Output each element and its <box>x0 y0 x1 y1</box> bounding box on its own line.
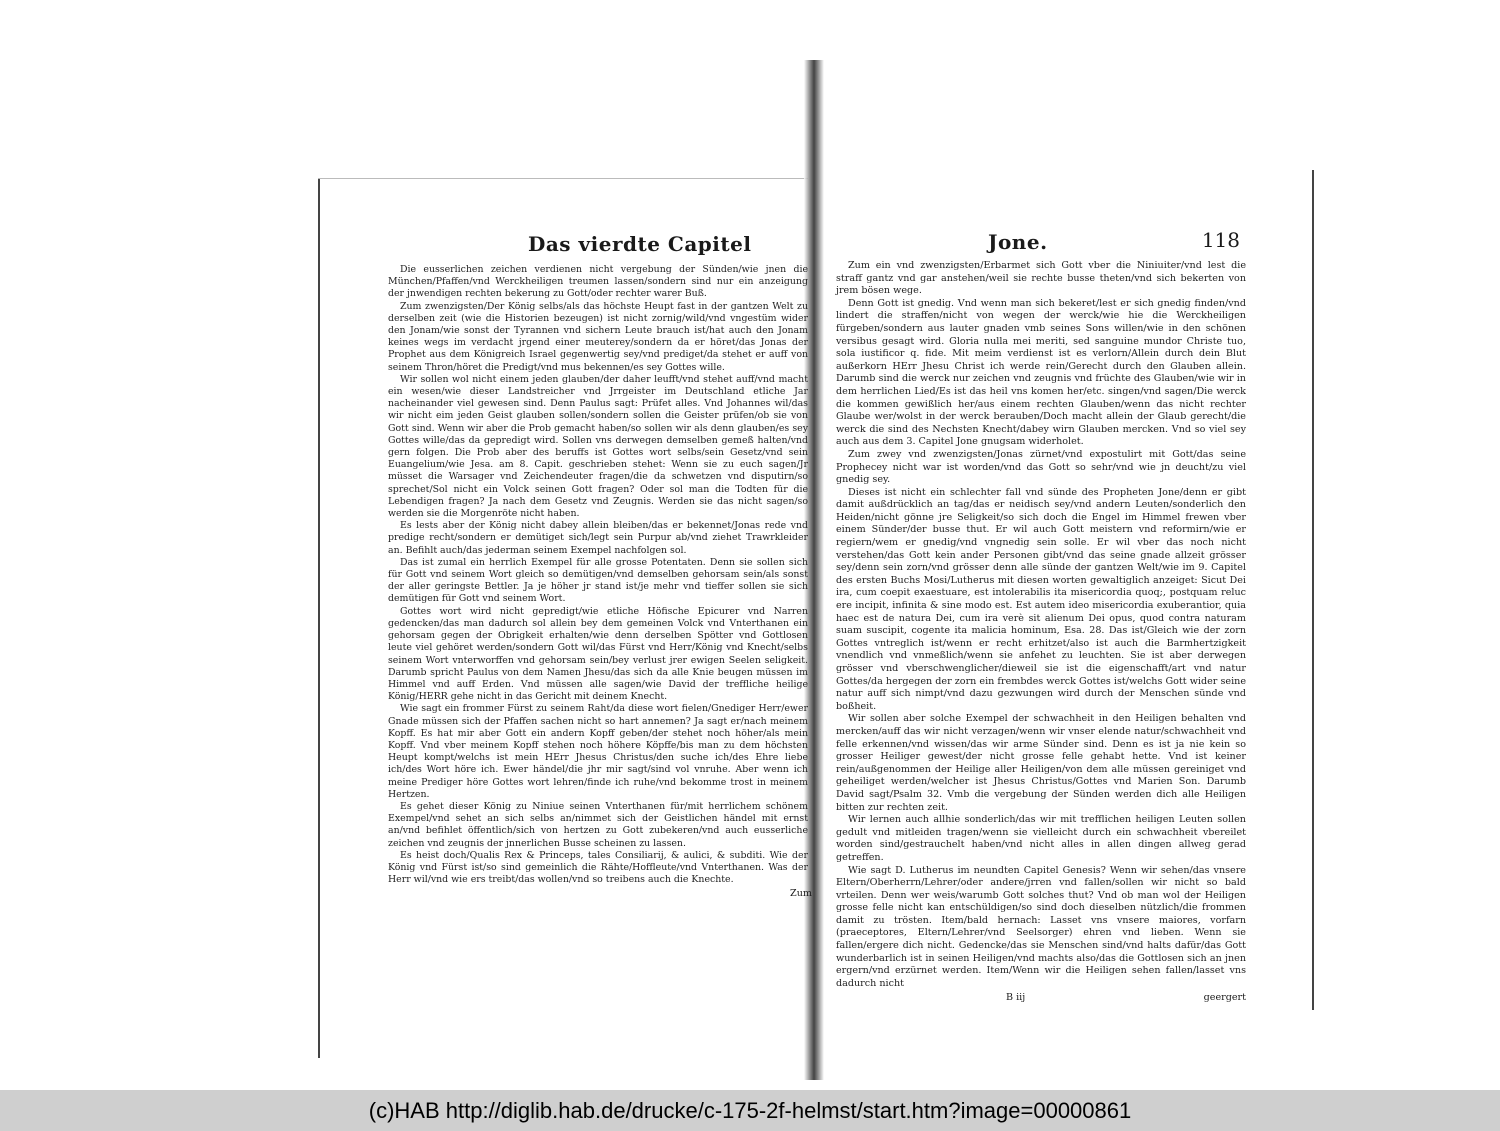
right-paragraph: Dieses ist nicht ein schlechter fall vnd sünde des Propheten Jone/denn er gibt damit außdrücklich an tag/das er neidisch sey/vnd andern Leuten/sonderlich den Heiden/nicht gönne jre Seligkeit/so sich doch die Engel im Himmel frewen vber einem Sünder/der busse thut. Er wil auch Gott meistern vnd reformirn/wie er regiern/wem er gnedig/vnd vngnedig sein solle. Er wil vber das noch nicht verstehen/das Gott kein ander Personen gibt/vnd das seine gnade allzeit grösser sey/denn sein zorn/vnd grösser denn alle sünde der gantzen Welt/wie im 9. Capitel des ersten Buchs Mosi/Lutherus mit diesen worten gewaltiglich anzeiget: Sicut Dei ira, cum coepit exaestuare, est intolerabilis ita misericordia quoq;, postquam reluc ere incipit, infinita & sine modo est. Est autem ideo misericordia exuberantior, quia haec est de natura Dei, cum ira verè sit alienum Dei opus, quod contra naturam suam suscipit, cogente ita malicia hominum, Esa. 28. Das ist/Gleich wie der zorn Gottes vntreglich ist/wenn er recht erhitzet/also ist auch die Barmhertzigkeit vnendlich vnd vnmeßlich/wenn sie anfehet zu leuchten. Sie ist aber derwegen grösser vnd vberschwenglicher/dieweil sie ist die eigenschafft/art vnd natur Gottes/da hergegen der zorn ein frembdes werck Gottes ist/welchs Gott wider seine natur auff sich nimpt/vnd dazu gezwungen wird durch der Menschen sünde vnd boßheit. <box>836 486 1246 712</box>
left-paragraph: Wir sollen wol nicht einem jeden glauben/der daher leufft/vnd stehet auff/vnd macht ein wesen/wie dieser Landstreicher vnd Jrrgeister im Deutschland etliche Jar nacheinander viel gewesen sind. Denn Paulus sagt: Prüfet alles. Vnd Johannes wil/das wir nicht eim jeden Geist glauben sollen/sondern sollen die Geister prüfen/ob sie von Gott sind. Wenn wir aber die Prob gemacht haben/so sollen wir als denn glauben/es sey Gottes wille/das da gepredigt wird. Sollen vns derwegen demselben gemeß halten/vnd gern folgen. Die Prob aber des beruffs ist Gottes wort selbs/sein Gesetz/vnd sein Euangelium/wie Jesa. am 8. Capit. geschrieben stehet: Wenn sie zu euch sagen/Jr müsset die Warsager vnd Zeichendeuter fragen/die da schwetzen vnd disputirn/so sprechet/Sol nicht ein Volck seinen Gott fragen? Oder sol man die Todten für die Lebendigen fragen? Ja nach dem Gesetz vnd Zeugnis. Werden sie das nicht sagen/so werden sie die Morgenröte nicht haben. <box>388 373 808 520</box>
attribution-text: (c)HAB http://diglib.hab.de/drucke/c-175-2f-helmst/start.htm?image=00000861 <box>368 1097 1132 1123</box>
right-page-edge <box>1312 170 1314 1010</box>
right-running-head <box>836 228 1246 260</box>
right-paragraph: Wir sollen aber solche Exempel der schwachheit in den Heiligen behalten vnd mercken/auff das wir nicht verzagen/wenn wir vnser elende natur/schwachheit vnd felle erkennen/vnd wissen/das wir arme Sünder sind. Denn es ist ja nie kein so grosser Heiliger gewest/der nicht grosse felle gehabt hette. Vnd ist keiner rein/außgenommen der Heilige aller Heiligen/von dem alle müssen gereiniget vnd geheiliget werden/welcher ist Jhesus Christus/Gottes vnd Marien Son. Darumb David sagt/Psalm 32. Vmb die vergebung der Sünden werden dich alle Heiligen bitten zur rechten zeit. <box>836 713 1246 813</box>
right-page-foot <box>836 992 1246 1006</box>
left-paragraph: Wie sagt ein frommer Fürst zu seinem Raht/da diese wort fielen/Gnediger Herr/ewer Gnade müssen sich der Pfaffen sachen nicht so hart annemen? Ja sagt er/nach meinem Kopff. Es hat mir aber Gott ein andern Kopff geben/der stehet noch höher/als mein Kopff. Vnd vber meinem Kopff stehen noch höhere Köpffe/bis man zu dem höchsten Heupt kompt/welchs ist mein HErr Jhesus Christus/den suche ich/des Ehre liebe ich/des Wort höre ich. Ewer händel/die jhr mir sagt/sind vol vnruhe. Aber wenn ich meine Prediger höre Gottes wort lehren/finde ich ruhe/vnd bekomme trost in meinem Hertzen. <box>388 703 808 800</box>
right-paragraph: Denn Gott ist gnedig. Vnd wenn man sich bekeret/lest er sich gnedig finden/vnd lindert die straffen/nicht von wegen der werck/wie hie die Werckheiligen fürgeben/sondern aus lauter gnaden vmb seines Sons willen/wie in den schönen versibus gesagt wird. Gloria nulla mei meriti, sed sanguine mundor Christe tuo, sola iustificor q. fide. Mit meim verdienst ist es verlorn/Allein durch dein Blut außerkorn HErr Jhesu Christ ich werde rein/Gerecht durch den Glauben allein. Darumb sind die werck nur zeichen vnd zeugnis vnd früchte des Glauben/wie wir in dem herrlichen Lied/Es ist das heil vns komen her/etc. singen/vnd sagen/Die werck die kommen gewißlich her/aus einem rechten Glauben/wenn das nicht rechter Glaube wer/wolst in der werck berauben/Doch macht allein der Glaub gerecht/die werck die sind des Nechsten Knecht/dabey wirn Glauben mercken. Vnd so viel sey auch aus dem 3. Capitel Jone gnugsam widerholet. <box>836 297 1246 448</box>
left-catchword: Zum <box>790 888 812 900</box>
right-paragraph: Zum zwey vnd zwenzigsten/Jonas zürnet/vnd expostulirt mit Gott/das seine Prophecey nicht war ist worden/vnd das Gott so sehr/vnd wie jn deucht/zu viel gnedig sey. <box>836 448 1246 486</box>
left-paragraph: Es heist doch/Qualis Rex & Princeps, tales Consiliarij, & aulici, & subditi. Wie der König vnd Fürst ist/so sind gemeinlich die Rähte/Hoffleute/vnd Vnterthanen. Was der Herr wil/vnd wie ers treibt/das wollen/vnd so treibens auch die Knechte. <box>388 849 808 886</box>
left-page-foot <box>388 888 812 902</box>
attribution-bar <box>0 1090 1500 1131</box>
right-running-head-title: Jone. <box>988 230 1048 254</box>
right-paragraph: Wir lernen auch allhie sonderlich/das wir mit trefflichen heiligen Leuten sollen gedult vnd mitleiden tragen/wenn sie vielleicht durch ein schwachheit vbereilet worden sind/gestrauchelt haben/vnd nicht alles in allen dingen allweg gerad getreffen. <box>836 814 1246 863</box>
left-paragraph: Zum zwenzigsten/Der König selbs/als das höchste Heupt fast in der gantzen Welt zu derselben zeit (wie die Historien bezeugen) ist nicht zornig/wild/vnd vngestüm wider den Jonam/wie sonst der Tyrannen vnd sichern Leute brauch ist/hat auch den Jonam keines wegs im verdacht jrgend einer meuterey/sondern da er höret/das Jonas der Prophet aus dem Königreich Israel gegenwertig sey/vnd prediget/da stehet er auff von seinem Thron/höret die Predigt/vnd mus bekennen/es sey Gottes wille. <box>388 300 808 373</box>
left-paragraph: Es lests aber der König nicht dabey allein bleiben/das er bekennet/Jonas rede vnd predige recht/sondern er demütiget sich/legt sein Purpur ab/vnd ziehet Trawrkleider an. Befihlt auch/das jederman seinem Exempel nachfolgen sol. <box>388 520 808 556</box>
left-paragraph: Die eusserlichen zeichen verdienen nicht vergebung der Sünden/wie jnen die München/Pfaffen/vnd Werckheiligen treumen lassen/sondern sind nur ein anzeigung der jnwendigen rechten bekerung zu Gott/oder rechter warer Buß. <box>388 264 808 300</box>
left-page-top-edge <box>318 178 808 179</box>
left-paragraph: Es gehet dieser König zu Niniue seinen Vnterthanen für/mit herrlichem schönem Exempel/vnd sehet an sich selbs an/nimmet sich der Geistlichen händel mit ernst an/vnd befihlet öffentlich/sich von hertzen zu Gott zubekeren/vnd auch eusserliche zeichen vnd zeugnis der jnnerlichen Busse scheinen zu lassen. <box>388 800 808 849</box>
right-paragraph: Zum ein vnd zwenzigsten/Erbarmet sich Gott vber die Niniuiter/vnd lest die straff gantz vnd gar anstehen/weil sie rechte busse theten/vnd sich bekerten von jrem bösen wege. <box>836 260 1246 297</box>
left-paragraph: Gottes wort wird nicht gepredigt/wie etliche Höfische Epicurer vnd Narren gedencken/das man dadurch sol allein bey dem gemeinen Volck vnd Vnterthanen ein gehorsam gegen der Obrigkeit erhalten/wie denn derselben Spötter vnd Gottlosen leute viel gehöret werden/sondern Gott wil/das Fürst vnd Herr/König vnd Knecht/selbs seinem Wort vnterworffen vnd gehorsam sein/bey verlust jrer ewigen Seelen seligkeit. Darumb spricht Paulus von dem Namen Jhesu/das sich da alle Knie beugen müssen im Himmel vnd auff Erden. Vnd müssen alle sagen/wie David der treffliche heilige König/HERR gehe nicht in das Gericht mit deinem Knecht. <box>388 605 808 703</box>
left-running-head <box>388 232 808 264</box>
left-paragraph: Das ist zumal ein herrlich Exempel für alle grosse Potentaten. Denn sie sollen sich für Gott vnd seinem Wort gleich so demütigen/vnd demselben gehorsam sein/als sonst der aller geringste Bettler. Ja je höher jr stand ist/je mehr vnd tieffer sollen sie sich demütigen für Gott vnd seinem Wort. <box>388 556 808 605</box>
right-page <box>836 228 1246 1006</box>
left-page-edge <box>318 178 320 1058</box>
left-page-text <box>388 264 808 886</box>
right-page-text <box>836 260 1246 990</box>
page-number: 118 <box>1201 228 1240 252</box>
signature-mark: B iij <box>1006 992 1026 1004</box>
left-running-head-title: Das vierdte Capitel <box>528 232 752 256</box>
right-catchword: geergert <box>1203 992 1246 1004</box>
left-page <box>388 232 812 902</box>
right-paragraph: Wie sagt D. Lutherus im neundten Capitel Genesis? Wenn wir sehen/das vnsere Eltern/Oberherrn/Lehrer/oder andere/jrren vnd fallen/sollen wir nicht so bald vrteilen. Denn wer weis/warumb Gott solches thut? Vnd ob man wol der Heiligen grosse felle nicht kan entschüldigen/so sind doch dieselben nützlich/die frommen damit zu trösten. Item/bald hernach: Lasset vns vnsere maiores, vorfarn (praeceptores, Eltern/Lehrer/vnd Seelsorger) ehren vnd lieben. Wenn sie fallen/ergere dich nicht. Gedencke/das sie Menschen sind/vnd halts dafür/das Gott wunderbarlich ist in seinen Heiligen/vnd machts also/das die Gottlosen sich an jnen ergern/vnd erzürnet werden. Item/Wenn wir die Heiligen sehen fallen/lasset vns dadurch nicht <box>836 864 1246 989</box>
